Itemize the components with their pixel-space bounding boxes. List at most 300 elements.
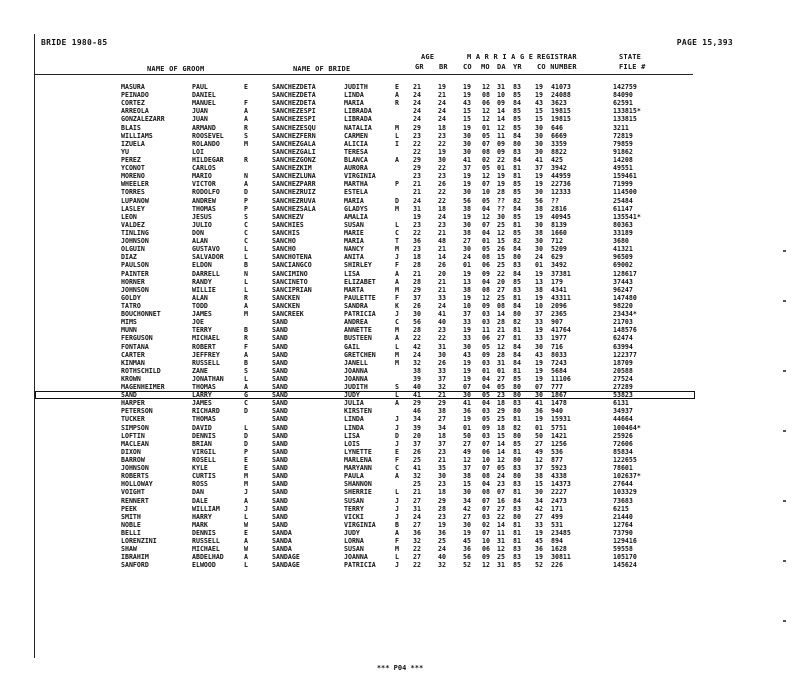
table-row [35, 270, 695, 278]
registrar-number: 646 [551, 123, 563, 132]
bride-first-name: LIBRADA [344, 115, 372, 124]
marriage-year: 84 [513, 99, 521, 108]
registrar-number: 5209 [551, 245, 567, 254]
bride-last-name: SANCHEZESPI [272, 107, 316, 116]
marriage-year: 83 [513, 504, 521, 513]
bride-last-name: SAND [272, 383, 288, 392]
bride-last-name: SAND [272, 350, 288, 359]
marriage-month: 06 [482, 334, 490, 343]
groom-last-name: MUNN [121, 326, 137, 335]
bride-middle-initial: B [395, 520, 399, 529]
state-file-number: 20588 [613, 366, 633, 375]
groom-middle-initial: A [244, 180, 248, 189]
margin-mark [783, 620, 786, 622]
registrar-number: 940 [551, 407, 563, 416]
bride-middle-initial: A [395, 529, 399, 538]
marriage-day: 12 [497, 123, 505, 132]
table-row [35, 521, 695, 529]
marriage-county: 19 [463, 212, 471, 221]
marriage-year: 81 [513, 529, 521, 538]
marriage-month: 06 [482, 545, 490, 554]
bride-last-name: SAND [272, 399, 288, 408]
groom-middle-initial: D [244, 439, 248, 448]
bride-first-name: PAULA [344, 472, 364, 481]
groom-age: 28 [413, 326, 421, 335]
bride-first-name: TERESA [344, 147, 368, 156]
groom-last-name: TATRO [121, 301, 141, 310]
marriage-county: 34 [463, 496, 471, 505]
bride-last-name: SAND [272, 504, 288, 513]
groom-first-name: VICTOR [192, 180, 216, 189]
bride-last-name: SANCHIES [272, 220, 304, 229]
table-row [35, 497, 695, 505]
registrar-county: 07 [535, 383, 543, 392]
marriage-month: 11 [482, 326, 490, 335]
registrar-number: 44959 [551, 172, 571, 181]
bride-last-name: SAND [272, 374, 288, 383]
table-row [35, 464, 695, 472]
marriage-county: 01 [463, 423, 471, 432]
bride-middle-initial: E [395, 447, 399, 456]
margin-mark [783, 430, 786, 432]
registrar-county: 30 [535, 488, 543, 497]
groom-first-name: THOMAS [192, 383, 216, 392]
marriage-day: 25 [497, 220, 505, 229]
bride-age: 35 [438, 464, 446, 473]
marriage-year: 85 [513, 107, 521, 116]
groom-age: 36 [413, 237, 421, 246]
registrar-number: 23485 [551, 529, 571, 538]
marriage-month: 01 [482, 237, 490, 246]
groom-middle-initial: L [244, 374, 248, 383]
marriage-year: 85 [513, 115, 521, 124]
registrar-county: 19 [535, 529, 543, 538]
groom-middle-initial: C [244, 237, 248, 246]
marriage-year: 84 [513, 496, 521, 505]
marriage-column-header: M A R R I A G E [467, 53, 534, 61]
marriage-day: 28 [497, 188, 505, 197]
groom-first-name: RUSSELL [192, 537, 220, 546]
bride-middle-initial: J [395, 415, 399, 424]
bride-age: 19 [438, 83, 446, 91]
bride-last-name: SAND [272, 464, 288, 473]
bride-middle-initial: J [395, 512, 399, 521]
groom-first-name: ALAN [192, 293, 208, 302]
table-row [35, 334, 695, 342]
groom-middle-initial: A [244, 107, 248, 116]
marriage-year: 84 [513, 204, 521, 213]
table-row [35, 472, 695, 480]
groom-age: 19 [413, 212, 421, 221]
groom-last-name: TORRES [121, 188, 145, 197]
marriage-month: 07 [482, 529, 490, 538]
bride-age: 22 [438, 164, 446, 173]
registrar-number: 877 [551, 456, 563, 465]
groom-age: 21 [413, 488, 421, 497]
bride-middle-initial: F [395, 261, 399, 270]
marriage-month: 01 [482, 366, 490, 375]
bride-last-name: SANCREEK [272, 310, 304, 319]
bride-middle-initial: K [395, 301, 399, 310]
marriage-day: 01 [497, 164, 505, 173]
registrar-number: 1256 [551, 439, 567, 448]
groom-last-name: GONZALEZARR [121, 115, 165, 124]
marriage-day: 01 [497, 366, 505, 375]
table-row [35, 221, 695, 229]
groom-age: 31 [413, 204, 421, 213]
marriage-day: 27 [497, 334, 505, 343]
registrar-county: 19 [535, 326, 543, 335]
marriage-day: 14 [497, 520, 505, 529]
marriage-year: 80 [513, 407, 521, 416]
bride-age: 30 [438, 155, 446, 164]
bride-first-name: BLANCA [344, 155, 368, 164]
marriage-month: 08 [482, 253, 490, 262]
marriage-county: 27 [463, 512, 471, 521]
bride-last-name: SANDAGE [272, 561, 300, 570]
registrar-number: 4341 [551, 285, 567, 294]
bride-middle-initial: A [395, 334, 399, 343]
bride-age: 18 [438, 204, 446, 213]
registrar-county: 12 [535, 456, 543, 465]
groom-last-name: MAGENHEIMER [121, 383, 165, 392]
bride-first-name: GAIL [344, 342, 360, 351]
groom-last-name: IZUELA [121, 139, 145, 148]
groom-middle-initial: M [244, 472, 248, 481]
marriage-day: 27 [497, 504, 505, 513]
state-file-number: 105170 [613, 553, 637, 562]
marriage-day: 23 [497, 480, 505, 489]
groom-first-name: JAMES [192, 399, 212, 408]
bride-age: 26 [438, 261, 446, 270]
groom-age: 23 [413, 172, 421, 181]
bride-middle-initial: M [395, 326, 399, 335]
bride-last-name: SANCHEZESQU [272, 123, 316, 132]
table-row [35, 124, 695, 132]
marriage-month: 03 [482, 431, 490, 440]
state-file-number: 128617 [613, 269, 637, 278]
groom-first-name: TODD [192, 301, 208, 310]
table-row [35, 115, 695, 123]
registrar-county: 33 [535, 318, 543, 327]
groom-first-name: DARRELL [192, 269, 220, 278]
marriage-year: 83 [513, 285, 521, 294]
record-table [35, 83, 695, 570]
groom-first-name: JONATHAN [192, 374, 224, 383]
marriage-year: 85 [513, 228, 521, 237]
marriage-year: 82 [513, 196, 521, 205]
marriage-day: 15 [497, 431, 505, 440]
marriage-day: 12 [497, 342, 505, 351]
registrar-county: 43 [535, 350, 543, 359]
groom-last-name: HARPER [121, 399, 145, 408]
bride-last-name: SAND [272, 496, 288, 505]
registrar-number: 15931 [551, 415, 571, 424]
marriage-month: 05 [482, 164, 490, 173]
marriage-year: 80 [513, 139, 521, 148]
marriage-county: 15 [463, 107, 471, 116]
bride-first-name: MARYANN [344, 464, 372, 473]
registrar-number: 1660 [551, 228, 567, 237]
registrar-number: 179 [551, 277, 563, 286]
bride-first-name: JANELL [344, 358, 368, 367]
groom-age: 21 [413, 83, 421, 91]
registrar-number: 3623 [551, 99, 567, 108]
bride-last-name: SAND [272, 480, 288, 489]
marriage-year: 84 [513, 131, 521, 140]
marriage-day: 14 [497, 439, 505, 448]
marriage-county: 13 [463, 277, 471, 286]
marriage-day: 12 [497, 228, 505, 237]
groom-first-name: DALE [192, 496, 208, 505]
groom-middle-initial: A [244, 553, 248, 562]
marriage-month: 03 [482, 310, 490, 319]
groom-age: 29 [413, 164, 421, 173]
state-file-number: 100464* [613, 423, 641, 432]
marriage-county: 27 [463, 439, 471, 448]
bride-middle-initial: L [395, 342, 399, 351]
marriage-year: 85 [513, 212, 521, 221]
marriage-county: 19 [463, 91, 471, 100]
table-row [35, 505, 695, 513]
groom-middle-initial: P [244, 447, 248, 456]
marriage-county: 19 [463, 123, 471, 132]
groom-first-name: JEFFREY [192, 350, 220, 359]
bride-last-name: SANDAGE [272, 553, 300, 562]
marriage-year: 83 [513, 545, 521, 554]
marriage-month: 04 [482, 277, 490, 286]
registrar-number: 712 [551, 237, 563, 246]
registrar-number: 777 [551, 383, 563, 392]
marriage-month: 05 [482, 245, 490, 254]
groom-first-name: ROSELL [192, 456, 216, 465]
groom-last-name: HOLLOWAY [121, 480, 153, 489]
bride-middle-initial: L [395, 220, 399, 229]
bride-age: 28 [438, 504, 446, 513]
bride-age: 32 [438, 383, 446, 392]
registrar-number: ?? [551, 196, 559, 205]
marriage-county: 36 [463, 545, 471, 554]
groom-last-name: BLAIS [121, 123, 141, 132]
marriage-day: 31 [497, 83, 505, 91]
registrar-county: 41 [535, 399, 543, 408]
bride-middle-initial: L [395, 391, 399, 400]
marriage-year: 80 [513, 512, 521, 521]
marriage-year-header: YR [513, 63, 522, 71]
bride-middle-initial: F [395, 537, 399, 546]
marriage-day: 09 [497, 147, 505, 156]
marriage-day: 25 [497, 293, 505, 302]
state-file-number: 3211 [613, 123, 629, 132]
bride-first-name: PAULETTE [344, 293, 376, 302]
bride-age: 24 [438, 99, 446, 108]
groom-middle-initial: P [244, 204, 248, 213]
margin-mark [783, 500, 786, 502]
bride-last-name: SAND [272, 366, 288, 375]
table-row [35, 513, 695, 521]
bride-middle-initial: M [395, 204, 399, 213]
registrar-number: 41764 [551, 326, 571, 335]
marriage-day: ?? [497, 204, 505, 213]
marriage-year: 80 [513, 310, 521, 319]
registrar-county: 30 [535, 342, 543, 351]
bride-first-name: JOANNA [344, 366, 368, 375]
bride-age: 38 [438, 407, 446, 416]
marriage-year: 83 [513, 261, 521, 270]
table-row [35, 188, 695, 196]
bride-middle-initial: P [395, 180, 399, 189]
marriage-month: 07 [482, 439, 490, 448]
groom-middle-initial: A [244, 115, 248, 124]
bride-first-name: LORNA [344, 537, 364, 546]
bride-age: 24 [438, 301, 446, 310]
groom-age: 40 [413, 383, 421, 392]
bride-first-name: TERRY [344, 504, 364, 513]
bride-last-name: SAND [272, 520, 288, 529]
groom-age: 37 [413, 439, 421, 448]
state-file-number: 148576 [613, 326, 637, 335]
registrar-number: 226 [551, 561, 563, 570]
registrar-number: 2473 [551, 496, 567, 505]
groom-first-name: CURTIS [192, 472, 216, 481]
registrar-number: 5923 [551, 464, 567, 473]
groom-first-name: ARMAND [192, 123, 216, 132]
registrar-number: 536 [551, 447, 563, 456]
state-file-number: 61147 [613, 204, 633, 213]
bride-last-name: SANCKEN [272, 293, 300, 302]
state-file-number: 147480 [613, 293, 637, 302]
marriage-year: 85 [513, 277, 521, 286]
margin-mark [783, 560, 786, 562]
marriage-day: 11 [497, 131, 505, 140]
age-column-header: AGE [421, 53, 435, 61]
bride-age: 18 [438, 123, 446, 132]
marriage-year: 85 [513, 188, 521, 197]
bride-last-name: SAND [272, 423, 288, 432]
marriage-county: 07 [463, 383, 471, 392]
bride-middle-initial: J [395, 423, 399, 432]
bride-first-name: AURORA [344, 164, 368, 173]
table-row [35, 529, 695, 537]
registrar-county: 43 [535, 99, 543, 108]
groom-middle-initial: M [244, 480, 248, 489]
groom-last-name: CARTER [121, 350, 145, 359]
groom-first-name: WILLIAM [192, 504, 220, 513]
bride-age: 24 [438, 115, 446, 124]
marriage-day: 21 [497, 326, 505, 335]
marriage-day: 23 [497, 391, 505, 400]
groom-middle-initial: R [244, 123, 248, 132]
registrar-number: 8139 [551, 220, 567, 229]
groom-first-name: DENNIS [192, 529, 216, 538]
bride-age: 36 [438, 529, 446, 538]
groom-last-name: SANFORD [121, 561, 149, 570]
table-row [35, 456, 695, 464]
groom-last-name: HORNER [121, 277, 145, 286]
marriage-county: 19 [463, 415, 471, 424]
bride-first-name: SHIRLEY [344, 261, 372, 270]
marriage-county: 36 [463, 407, 471, 416]
groom-age: 31 [413, 504, 421, 513]
groom-first-name: KYLE [192, 464, 208, 473]
bride-middle-initial: J [395, 504, 399, 513]
registrar-number: 7243 [551, 358, 567, 367]
groom-first-name: DAVID [192, 423, 212, 432]
groom-first-name: RICHARD [192, 407, 220, 416]
groom-middle-initial: M [244, 310, 248, 319]
groom-first-name: RANDY [192, 277, 212, 286]
bride-age: 21 [438, 285, 446, 294]
groom-last-name: IBRAHIM [121, 553, 149, 562]
marriage-day: 28 [497, 318, 505, 327]
groom-first-name: SALVADOR [192, 253, 224, 262]
marriage-month: 03 [482, 358, 490, 367]
bride-middle-initial: E [395, 83, 399, 91]
registrar-number: 2816 [551, 204, 567, 213]
bride-last-name: SANCHOTENA [272, 253, 312, 262]
record-page [34, 34, 733, 658]
registrar-number: 3359 [551, 139, 567, 148]
groom-last-name: SIMPSON [121, 423, 149, 432]
groom-age: 23 [413, 245, 421, 254]
marriage-year: 80 [513, 431, 521, 440]
groom-age: 18 [413, 253, 421, 262]
table-row [35, 197, 695, 205]
marriage-day: 19 [497, 172, 505, 181]
bride-middle-initial: C [395, 318, 399, 327]
state-file-number: 41321 [613, 245, 633, 254]
registrar-number: 30811 [551, 553, 571, 562]
registrar-county: 38 [535, 204, 543, 213]
marriage-county: 10 [463, 301, 471, 310]
registrar-county: 19 [535, 269, 543, 278]
marriage-county: 30 [463, 488, 471, 497]
groom-first-name: TERRY [192, 326, 212, 335]
table-row [35, 383, 695, 391]
page-footer: *** P04 *** [376, 664, 424, 672]
marriage-day: 22 [497, 269, 505, 278]
bride-first-name: VIRGINIA [344, 520, 376, 529]
groom-last-name: ARREOLA [121, 107, 149, 116]
bride-first-name: ANNETTE [344, 326, 372, 335]
groom-age: 24 [413, 91, 421, 100]
bride-age: 20 [438, 269, 446, 278]
bride-first-name: SHANNON [344, 480, 372, 489]
bride-middle-initial: J [395, 253, 399, 262]
marriage-county: 30 [463, 220, 471, 229]
groom-first-name: DANIEL [192, 91, 216, 100]
bride-last-name: SAND [272, 326, 288, 335]
groom-middle-initial: S [244, 366, 248, 375]
bride-first-name: VICKI [344, 512, 364, 521]
marriage-day: 05 [497, 383, 505, 392]
state-file-number: 72606 [613, 439, 633, 448]
bride-age: 25 [438, 537, 446, 546]
groom-middle-initial: B [244, 326, 248, 335]
bride-age: 48 [438, 237, 446, 246]
groom-age: 27 [413, 496, 421, 505]
marriage-year: 84 [513, 342, 521, 351]
registrar-number: 5684 [551, 366, 567, 375]
state-file-number: 73683 [613, 496, 633, 505]
bride-age: 37 [438, 439, 446, 448]
page-number: PAGE 15,393 [676, 38, 733, 47]
bride-first-name: SUSAN [344, 496, 364, 505]
registrar-number: 41073 [551, 83, 571, 91]
marriage-month: 08 [482, 285, 490, 294]
marriage-county: 19 [463, 180, 471, 189]
registrar-county: 15 [535, 115, 543, 124]
